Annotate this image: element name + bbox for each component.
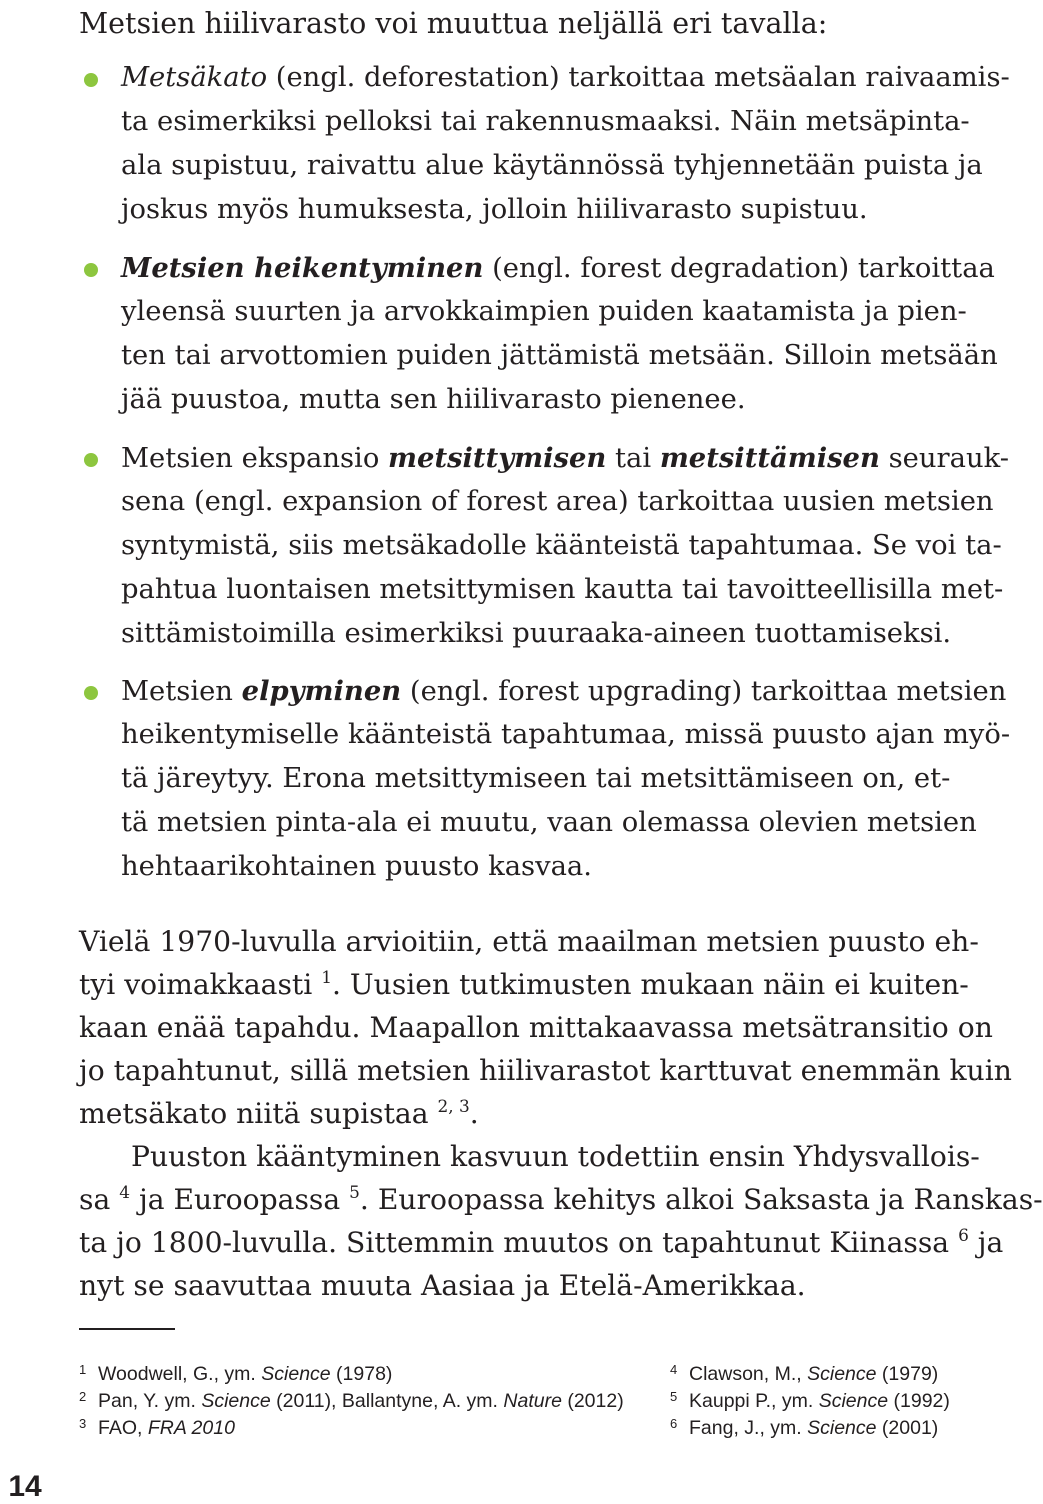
term-metsakato: Metsäkato [121, 62, 268, 93]
paragraph-1-line: jo tapahtunut, sillä metsien hiilivarastot karttuvat enemmän kuin [79, 1054, 1012, 1087]
footnote-number: 4 [670, 1362, 678, 1377]
bullet-2-line: yleensä suurten ja arvokkaimpien puiden kaatamista ja pien- [121, 296, 967, 327]
footnote-journal: Nature [503, 1390, 562, 1412]
paragraph-text: ja [968, 1226, 1004, 1259]
footnote-text: Fang, J., ym. [689, 1417, 808, 1439]
footnote-text: (1979) [876, 1363, 939, 1385]
bullet-4-text: Metsien [121, 676, 242, 707]
bullet-1-line: ta esimerkiksi pelloksi tai rakennusmaaksi. Näin metsäpinta- [121, 106, 970, 137]
paragraph-2-line [79, 1221, 1004, 1264]
bullet-4-line: tä järeytyy. Erona metsittymiseen tai metsittämiseen on, et- [121, 763, 951, 794]
paragraph-2-line: nyt se saavuttaa muuta Aasiaa ja Etelä-Amerikkaa. [79, 1269, 806, 1302]
bullet-4-line: tä metsien pinta-ala ei muutu, vaan olemassa olevien metsien [121, 807, 977, 838]
footnote-number: 1 [79, 1362, 87, 1377]
paragraph-text: tyi voimakkaasti [79, 968, 322, 1001]
bullet-1-text: (engl. deforestation) tarkoittaa metsäalan raivaamis- [267, 62, 1010, 93]
paragraph-2-line: Puuston kääntyminen kasvuun todettiin ensin Yhdysvallois- [131, 1140, 980, 1173]
bullet-3-line: sittämistoimilla esimerkiksi puuraaka-aineen tuottamiseksi. [121, 618, 952, 649]
footnote-journal: Science [261, 1363, 331, 1385]
footnote-text: FAO, [98, 1417, 148, 1439]
bullet-1-line: ala supistuu, raivattu alue käytännössä tyhjennetään puista ja [121, 150, 983, 181]
footnote-ref: 1 [321, 967, 332, 988]
bullet-dot [84, 453, 98, 467]
footnote-ref: 4 [119, 1182, 130, 1203]
footnote-text: Clawson, M., [689, 1363, 808, 1385]
footnote-text: (1978) [330, 1363, 393, 1385]
paragraph-1-line [79, 1092, 941, 1135]
paragraph-text: . [469, 1097, 479, 1130]
footnote-journal: Science [807, 1417, 877, 1439]
bullet-2-text: (engl. forest degradation) tarkoittaa [483, 253, 995, 284]
intro-line: Metsien hiilivarasto voi muuttua neljällä eri tavalla: [79, 7, 828, 40]
footnote-ref: 6 [958, 1225, 969, 1246]
paragraph-text: . Euroopassa kehitys alkoi Saksasta ja Ranskas- [359, 1183, 1043, 1216]
footnote-journal: Science [807, 1363, 877, 1385]
paragraph-text: metsäkato niitä supistaa [79, 1097, 438, 1130]
term-metsittymisen: metsittymisen [388, 442, 607, 474]
paragraph-text: ja Euroopassa [130, 1183, 350, 1216]
bullet-3-text: seurauk- [879, 443, 1009, 474]
bullet-3-line: syntymistä, siis metsäkadolle käänteistä tapahtumaa. Se voi ta- [121, 530, 1002, 561]
bullet-4-line [121, 669, 1007, 714]
bullet-4-line: hehtaarikohtainen puusto kasvaa. [121, 851, 592, 882]
footnote-text: (2012) [561, 1390, 624, 1412]
footnote-journal: Science [201, 1390, 271, 1412]
bullet-2-line: ten tai arvottomien puiden jättämistä metsään. Silloin metsään [121, 340, 998, 371]
bullet-4-line: heikentymiselle käänteistä tapahtumaa, missä puusto ajan myö- [121, 719, 1011, 750]
footnote-ref: 5 [349, 1182, 360, 1203]
term-elpyminen: elpyminen [241, 675, 402, 707]
paragraph-2-line [79, 1178, 1043, 1221]
bullet-2-line [121, 246, 995, 291]
footnote-number: 5 [670, 1389, 678, 1404]
footnote-number: 6 [670, 1416, 678, 1431]
footnote-journal: FRA 2010 [147, 1417, 235, 1439]
bullet-dot [84, 686, 98, 700]
footnote-ref: 2, 3 [437, 1096, 470, 1117]
bullet-2-line: jää puustoa, mutta sen hiilivarasto pienenee. [121, 384, 746, 415]
paragraph-1-line [79, 963, 969, 1006]
paragraph-1-line: kaan enää tapahdu. Maapallon mittakaavassa metsätransitio on [79, 1011, 993, 1044]
paragraph-text: ta jo 1800-luvulla. Sittemmin muutos on tapahtunut Kiinassa [79, 1226, 959, 1259]
footnote-text: Kauppi P., ym. [689, 1390, 819, 1412]
footnote-text: (2011), Ballantyne, A. ym. [270, 1390, 504, 1412]
footnote-text: (1992) [888, 1390, 950, 1412]
bullet-3-line [121, 436, 1009, 481]
paragraph-1-line: Vielä 1970-luvulla arvioitiin, että maailman metsien puusto eh- [79, 925, 979, 958]
paragraph-text: . Uusien tutkimusten mukaan näin ei kuiten- [331, 968, 969, 1001]
footnote-text: Pan, Y. ym. [98, 1390, 202, 1412]
footnote-text: (2001) [876, 1417, 939, 1439]
bullet-3-line: pahtua luontaisen metsittymisen kautta tai tavoitteellisilla met- [121, 574, 1004, 605]
bullet-dot [84, 263, 98, 277]
footnote-number: 3 [79, 1416, 87, 1431]
bullet-3-text: tai [606, 443, 660, 474]
page-number: 14 [8, 1470, 42, 1503]
bullet-4-text: (engl. forest upgrading) tarkoittaa metsien [401, 676, 1007, 707]
bullet-dot [84, 73, 98, 87]
bullet-1-line [121, 56, 1010, 100]
term-metsittamisen: metsittämisen [659, 442, 880, 474]
bullet-1-line: joskus myös humuksesta, jolloin hiilivarasto supistuu. [121, 194, 868, 225]
footnote-number: 2 [79, 1389, 87, 1404]
paragraph-text: sa [79, 1183, 120, 1216]
bullet-3-line: sena (engl. expansion of forest area) tarkoittaa uusien metsien [121, 486, 994, 517]
footnote-journal: Science [818, 1390, 889, 1412]
footnote-text: Woodwell, G., ym. [98, 1363, 262, 1385]
term-metsien-heikentyminen: Metsien heikentyminen [121, 252, 484, 284]
footnote-rule [79, 1328, 175, 1330]
bullet-3-text: Metsien ekspansio [121, 443, 389, 474]
